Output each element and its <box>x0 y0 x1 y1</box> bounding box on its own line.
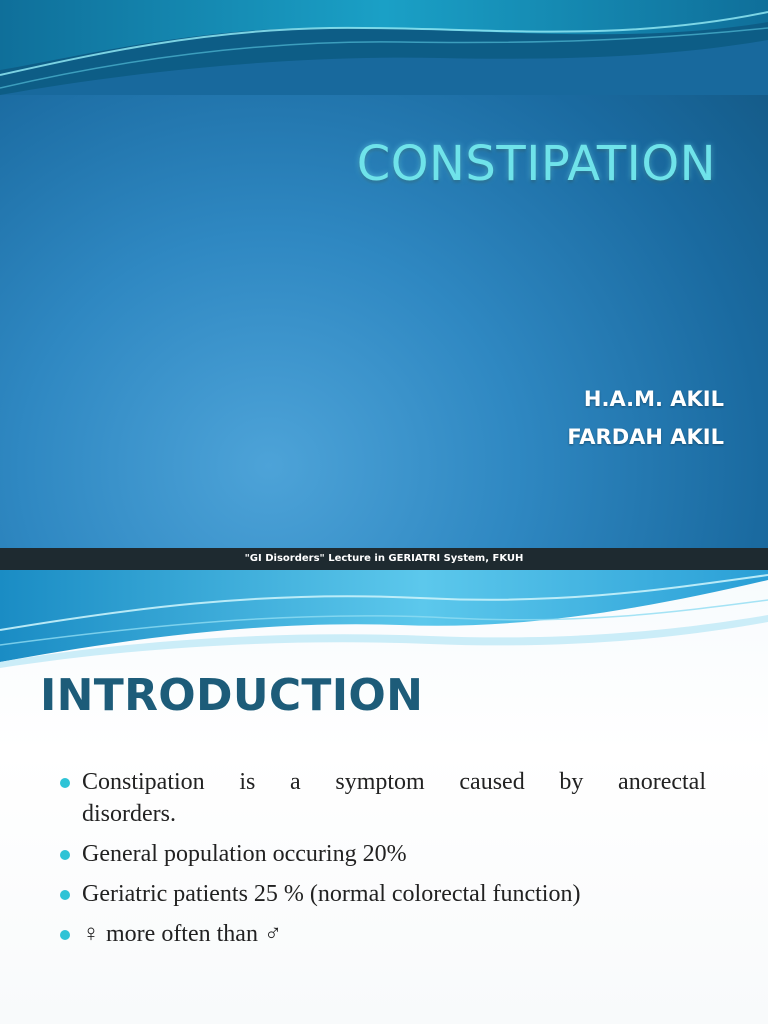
bullet-icon <box>60 778 70 788</box>
list-item-text: Constipation is a symptom caused by anorectal <box>82 769 706 795</box>
list-item <box>60 838 706 870</box>
list-item-text: Geriatric patients 25 % (normal colorectal function) <box>82 881 581 907</box>
wave-decoration <box>0 0 768 95</box>
list-item-text: General population occuring 20% <box>82 841 407 867</box>
list-item <box>60 918 706 950</box>
list-item-text: disorders. <box>82 801 176 827</box>
authors <box>567 380 724 456</box>
list-item-text: ♀ more often than ♂ <box>82 921 282 947</box>
list-item <box>60 766 706 830</box>
author-2: FARDAH AKIL <box>567 425 724 449</box>
footer-caption: "GI Disorders" Lecture in GERIATRI System, FKUH <box>0 548 768 570</box>
section-heading: INTRODUCTION <box>40 670 424 721</box>
bullet-icon <box>60 890 70 900</box>
slide-title: CONSTIPATION <box>356 136 716 192</box>
bullet-list <box>60 766 706 958</box>
introduction-slide <box>0 570 768 1024</box>
bullet-icon <box>60 850 70 860</box>
bullet-icon <box>60 930 70 940</box>
wave-decoration <box>0 570 768 670</box>
author-1: H.A.M. AKIL <box>583 387 724 411</box>
list-item <box>60 878 706 910</box>
